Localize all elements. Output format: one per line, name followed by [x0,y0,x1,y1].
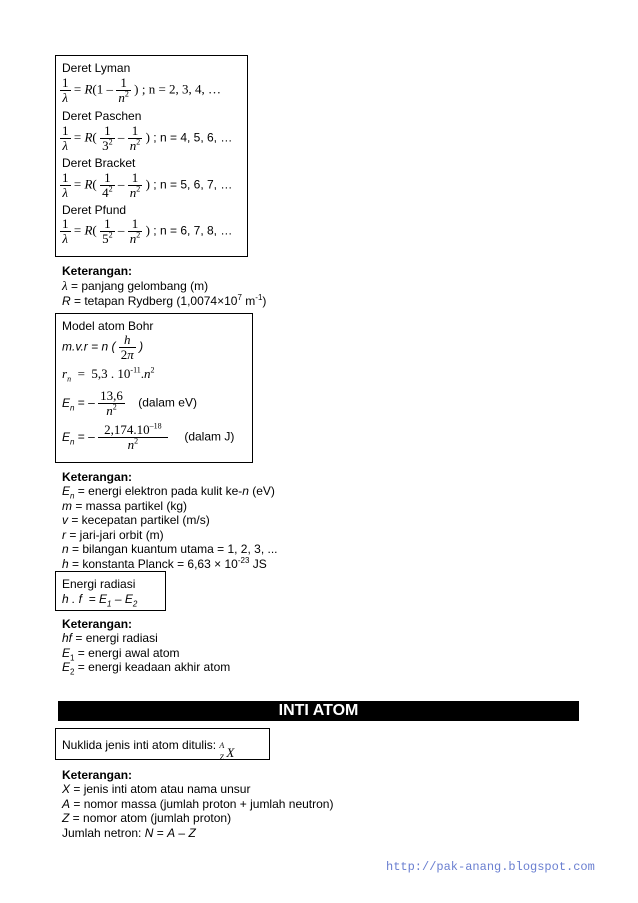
bohr-momentum-formula: m.v.r = n ( $\frac{h}{2\pi}$ ) [62,332,144,362]
notes3-hf: hf = energi radiasi [62,631,158,645]
bohr-energy-j: $E_n$ = – $\frac{2,174.10^{-18}}{n^2}$ (dalam J) [62,421,235,452]
paschen-formula: $\frac{1}{\lambda}$ = R( $\frac{1}{3^2}$ – $\frac{1}{n^2}$ ) ; n = 4, 5, 6, … [62,123,233,153]
notes1-lambda: λ = panjang gelombang (m) [62,278,209,293]
paschen-title: Deret Paschen [62,109,142,123]
section-banner-inti-atom: INTI ATOM [58,701,579,721]
notes4-n: Jumlah netron: N = A – Z [62,826,196,840]
lyman-formula: $\frac{1}{\lambda}$ = R(1 – $\frac{1}{n^2}$ ) ; n = 2, 3, 4, … [62,75,222,105]
bracket-condition: ; n = 5, 6, 7, … [153,177,233,192]
notes3-e2: $E_2$ = energi keadaan akhir atom [62,660,231,677]
pfund-condition: ; n = 6, 7, 8, … [153,223,233,238]
notes4-z: Z = nomor atom (jumlah proton) [62,811,232,825]
radiation-formula: h . $f = E_1 - E_2$ [62,592,138,609]
nuclide-text: Nuklida jenis inti atom ditulis: A Z X [62,738,235,762]
notes3-heading: Keterangan: [62,617,133,631]
footer-url-link[interactable]: http://pak-anang.blogspot.com [386,860,595,874]
notes1-rydberg: R = tetapan Rydberg ($1,0074\times 10^7$ $m^{-1}$) [62,293,267,308]
notes3-e1: $E_1$ = energi awal atom [62,646,180,663]
notes2-item-m: m = massa partikel (kg) [62,499,188,513]
paschen-condition: ; n = 4, 5, 6, … [153,130,233,145]
bracket-title: Deret Bracket [62,156,136,170]
notes2-item-v: v = kecepatan partikel (m/s) [62,513,210,527]
notes2-item-h: h = konstanta Planck = $6,63 \times 10^{-23}$ JS [62,556,267,571]
notes1-heading: Keterangan: [62,264,133,278]
radiation-title: Energi radiasi [62,577,136,591]
notes2-heading: Keterangan: [62,470,133,484]
notes2-item-n: n = bilangan kuantum utama = 1, 2, 3, ... [62,542,278,556]
bohr-title: Model atom Bohr [62,319,154,333]
notes2-item-en: $E_n$ = energi elektron pada kulit ke-n (eV) [62,484,275,501]
notes2-item-r: r = jari-jari orbit (m) [62,528,164,542]
pfund-formula: $\frac{1}{\lambda}$ = R( $\frac{1}{5^2}$ – $\frac{1}{n^2}$ ) ; n = 6, 7, 8, … [62,216,233,246]
lyman-condition: ; n = 2, 3, 4, … [141,81,222,97]
bohr-energy-ev: $E_n$ = – $\frac{13,6}{n^2}$ (dalam eV) [62,388,197,418]
lyman-title: Deret Lyman [62,61,131,75]
bracket-formula: $\frac{1}{\lambda}$ = R( $\frac{1}{4^2}$ – $\frac{1}{n^2}$ ) ; n = 5, 6, 7, … [62,170,233,200]
notes4-a: A = nomor massa (jumlah proton + jumlah neutron) [62,797,334,811]
pfund-title: Deret Pfund [62,203,127,217]
notes4-x: X = jenis inti atom atau nama unsur [62,782,251,796]
bohr-radius-formula: $r_n = 5,3$ . $10^{-11}.n^2$ [62,365,155,384]
notes4-heading: Keterangan: [62,768,133,782]
